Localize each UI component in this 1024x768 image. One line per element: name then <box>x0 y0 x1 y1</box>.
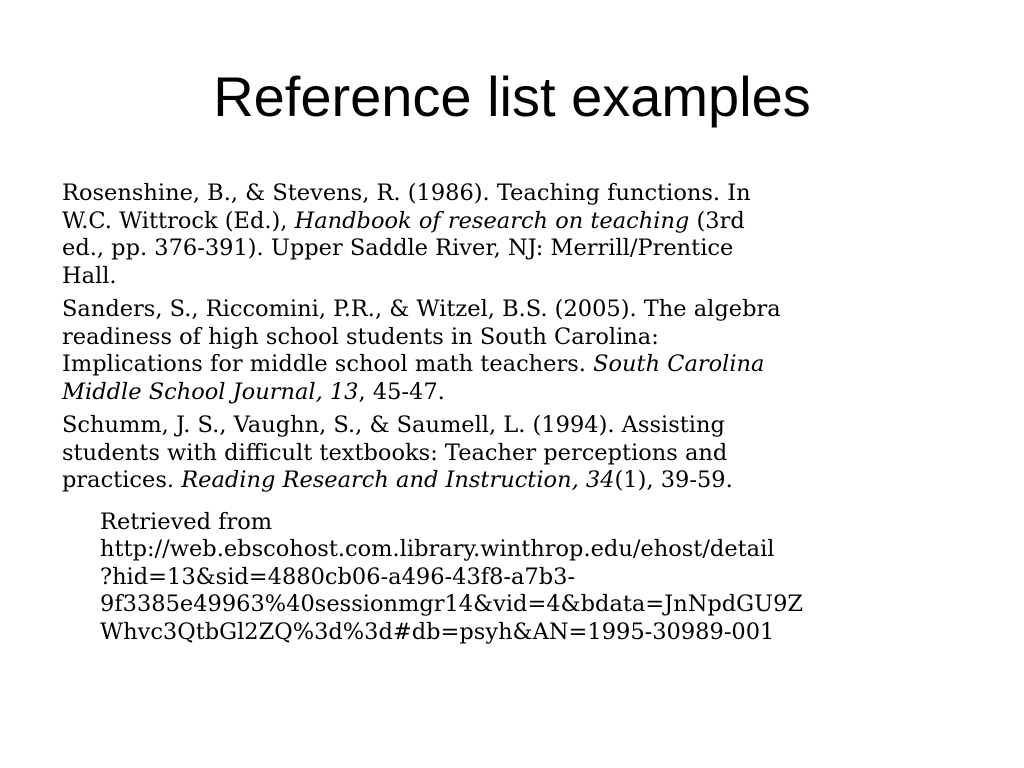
reference-text: readiness of high school students in South Carolina: <box>62 323 659 350</box>
reference-italic-text: South Carolina <box>593 351 765 377</box>
reference-line <box>62 439 962 468</box>
retrieved-line: ?hid=13&sid=4880cb06-a496-43f8-a7b3- <box>100 563 576 590</box>
reference-italic-text: Handbook of research on teaching <box>294 207 690 234</box>
retrieved-line: Whvc3QtbGl2ZQ%3d%3d#db=psyh&AN=1995-30989-001 <box>100 618 775 645</box>
reference-text: practices. <box>62 467 182 493</box>
retrieved-line: http://web.ebscohost.com.library.winthrop.edu/ehost/detail <box>100 536 775 562</box>
slide-title: Reference list examples <box>213 65 811 128</box>
retrieved-line: Retrieved from <box>100 508 273 535</box>
reference-entry <box>62 180 962 290</box>
reference-text: Hall. <box>62 262 117 289</box>
reference-line <box>62 323 962 352</box>
reference-text: , 45-47. <box>358 378 445 405</box>
reference-line <box>62 180 962 208</box>
reference-line <box>62 351 962 379</box>
reference-text: ed., pp. 376-391). Upper Saddle River, NJ: Merrill/Prentice <box>62 235 734 261</box>
reference-text: Rosenshine, B., & Stevens, R. (1986). Teaching functions. In <box>62 180 751 206</box>
reference-line <box>62 378 962 407</box>
reference-text: W.C. Wittrock (Ed.), <box>62 207 295 234</box>
reference-entry <box>62 296 962 406</box>
reference-line <box>62 296 962 324</box>
reference-entry <box>62 412 962 495</box>
reference-text: (1), 39-59. <box>614 467 733 493</box>
reference-text: students with difficult textbooks: Teacher perceptions and <box>62 439 728 466</box>
retrieved-line: 9f3385e49963%40sessionmgr14&vid=4&bdata=JnNpdGU9Z <box>100 591 804 617</box>
reference-text: (3rd <box>689 207 745 234</box>
retrieved-from-url <box>100 509 962 647</box>
reference-list <box>62 180 962 646</box>
reference-text: Implications for middle school math teachers. <box>62 351 594 377</box>
reference-line <box>62 235 962 263</box>
reference-line <box>62 207 962 236</box>
reference-line <box>62 262 962 291</box>
reference-italic-text: Middle School Journal, 13 <box>62 378 359 405</box>
reference-line <box>62 412 962 440</box>
reference-italic-text: Reading Research and Instruction, 34 <box>181 467 615 493</box>
reference-text: Schumm, J. S., Vaughn, S., & Saumell, L. (1994). Assisting <box>62 412 725 438</box>
reference-line <box>62 467 962 495</box>
reference-text: Sanders, S., Riccomini, P.R., & Witzel, B.S. (2005). The algebra <box>62 296 781 322</box>
